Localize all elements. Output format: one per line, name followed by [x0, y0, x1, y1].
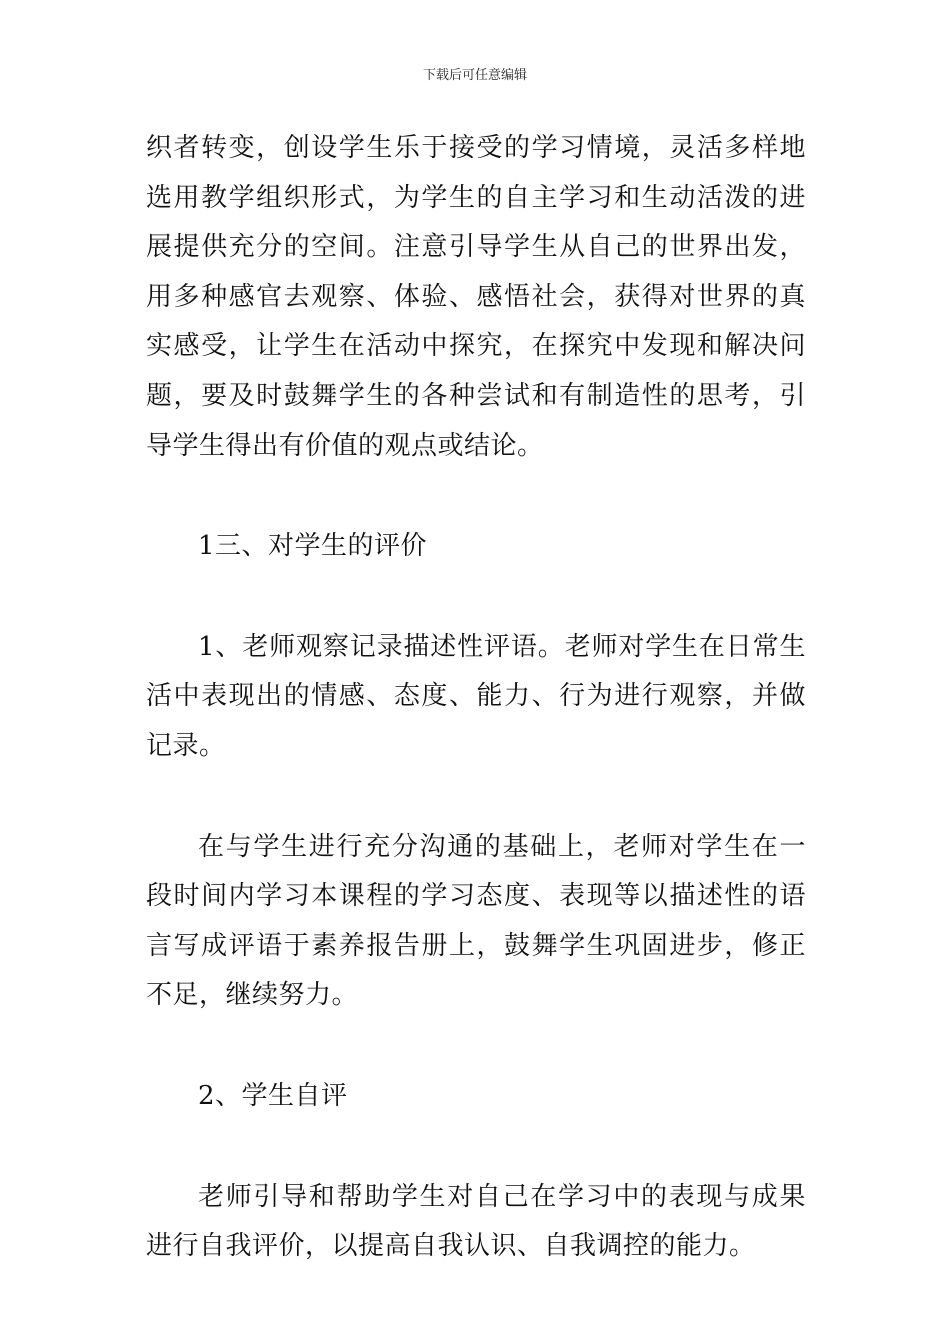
page-header: 下载后可任意编辑 — [422, 68, 527, 83]
paragraph-descriptive-comments: 在与学生进行充分沟通的基础上，老师对学生在一段时间内学习本课程的学习态度、表现等以描述性的语言写成评语于素养报告册上，鼓舞学生巩固进步，修正不足，继续努力。 — [146, 831, 806, 1011]
section-heading-self-evaluation: 2、学生自评 — [198, 1080, 348, 1111]
document-body — [146, 124, 806, 1272]
paragraph-teacher-observation: 1、老师观察记录描述性评语。老师对学生在日常生活中表现出的情感、态度、能力、行为进行观察，并做记录。 — [146, 631, 806, 761]
section-heading-evaluation: 1三、对学生的评价 — [198, 531, 428, 562]
paragraph-continuation: 织者转变，创设学生乐于接受的学习情境，灵活多样地选用教学组织形式，为学生的自主学习和生动活泼的进展提供充分的空间。注意引导学生从自己的世界出发，用多种感官去观察、体验、感悟社会，获得对世界的真实感受，让学生在活动中探究，在探究中发现和解决问题，要及时鼓舞学生的各种尝试和有制造性的思考，引导学生得出有价值的观点或结论。 — [146, 133, 806, 461]
paragraph-self-evaluation: 老师引导和帮助学生对自己在学习中的表现与成果进行自我评价，以提高自我认识、自我调控的能力。 — [146, 1181, 806, 1262]
